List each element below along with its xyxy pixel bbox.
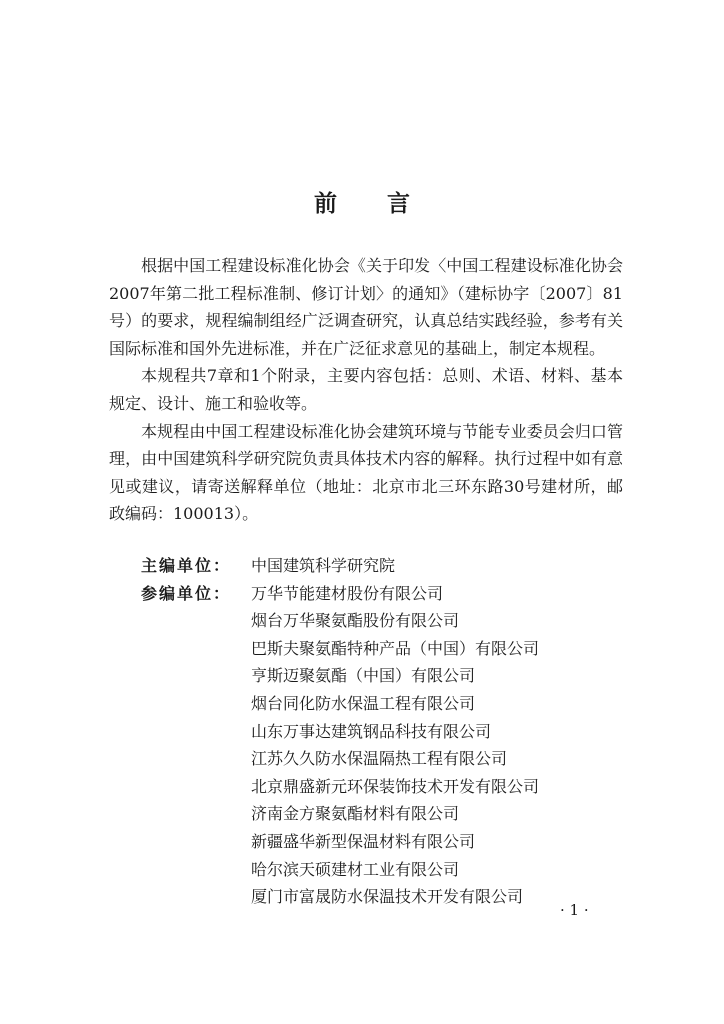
participant-unit: 济南金方聚氨酯材料有限公司: [251, 804, 460, 824]
participant-unit: 厦门市富晟防水保温技术开发有限公司: [251, 887, 524, 907]
participant-unit: 万华节能建材股份有限公司: [251, 583, 444, 603]
participants-row: [109, 580, 623, 911]
preface-title: [0, 185, 724, 218]
participant-unit: 巴斯夫聚氨酯特种产品（中国）有限公司: [251, 638, 540, 658]
preface-title-right: 言: [387, 190, 410, 218]
paragraph-management: 本规程由中国工程建设标准化协会建筑环境与节能专业委员会归口管理，由中国建筑科学研究院负责具体技术内容的解释。执行过程中如有意见或建议，请寄送解释单位（地址：北京市北三环东路30号建材所，邮政编码：100013）。: [109, 421, 623, 524]
chief-editor-row: [109, 552, 623, 580]
chief-editor-unit: 中国建筑科学研究院: [251, 556, 396, 575]
participants-label: 参编单位：: [141, 583, 232, 603]
participant-unit: 亨斯迈聚氨酯（中国）有限公司: [251, 666, 476, 686]
participant-unit: 哈尔滨天硕建材工业有限公司: [251, 859, 460, 879]
chief-editor-label: 主编单位：: [141, 556, 232, 575]
paragraph-contents: 本规程共7章和1个附录，主要内容包括：总则、术语、材料、基本规定、设计、施工和验收等。: [109, 366, 623, 413]
participant-unit: 江苏久久防水保温隔热工程有限公司: [251, 749, 508, 769]
preface-title-left: 前: [314, 190, 337, 218]
participants-list: [251, 580, 539, 911]
participant-unit: 烟台万华聚氨酯股份有限公司: [251, 611, 460, 631]
page-number: · 1 ·: [560, 901, 589, 919]
participant-unit: 北京鼎盛新元环保装饰技术开发有限公司: [251, 776, 540, 796]
chief-editor-list: [251, 552, 395, 580]
participant-unit: 新疆盛华新型保温材料有限公司: [251, 831, 476, 851]
participant-unit: 烟台同化防水保温工程有限公司: [251, 693, 476, 713]
credits-section: [109, 552, 623, 911]
preface-body: [109, 252, 623, 528]
participant-unit: 山东万事达建筑钢品科技有限公司: [251, 721, 492, 741]
paragraph-basis: 根据中国工程建设标准化协会《关于印发〈中国工程建设标准化协会2007年第二批工程标准制、修订计划〉的通知》（建标协字〔2007〕81号）的要求，规程编制组经广泛调查研究，认真总结实践经验，参考有关国际标准和国外先进标准，并在广泛征求意见的基础上，制定本规程。: [109, 256, 623, 358]
